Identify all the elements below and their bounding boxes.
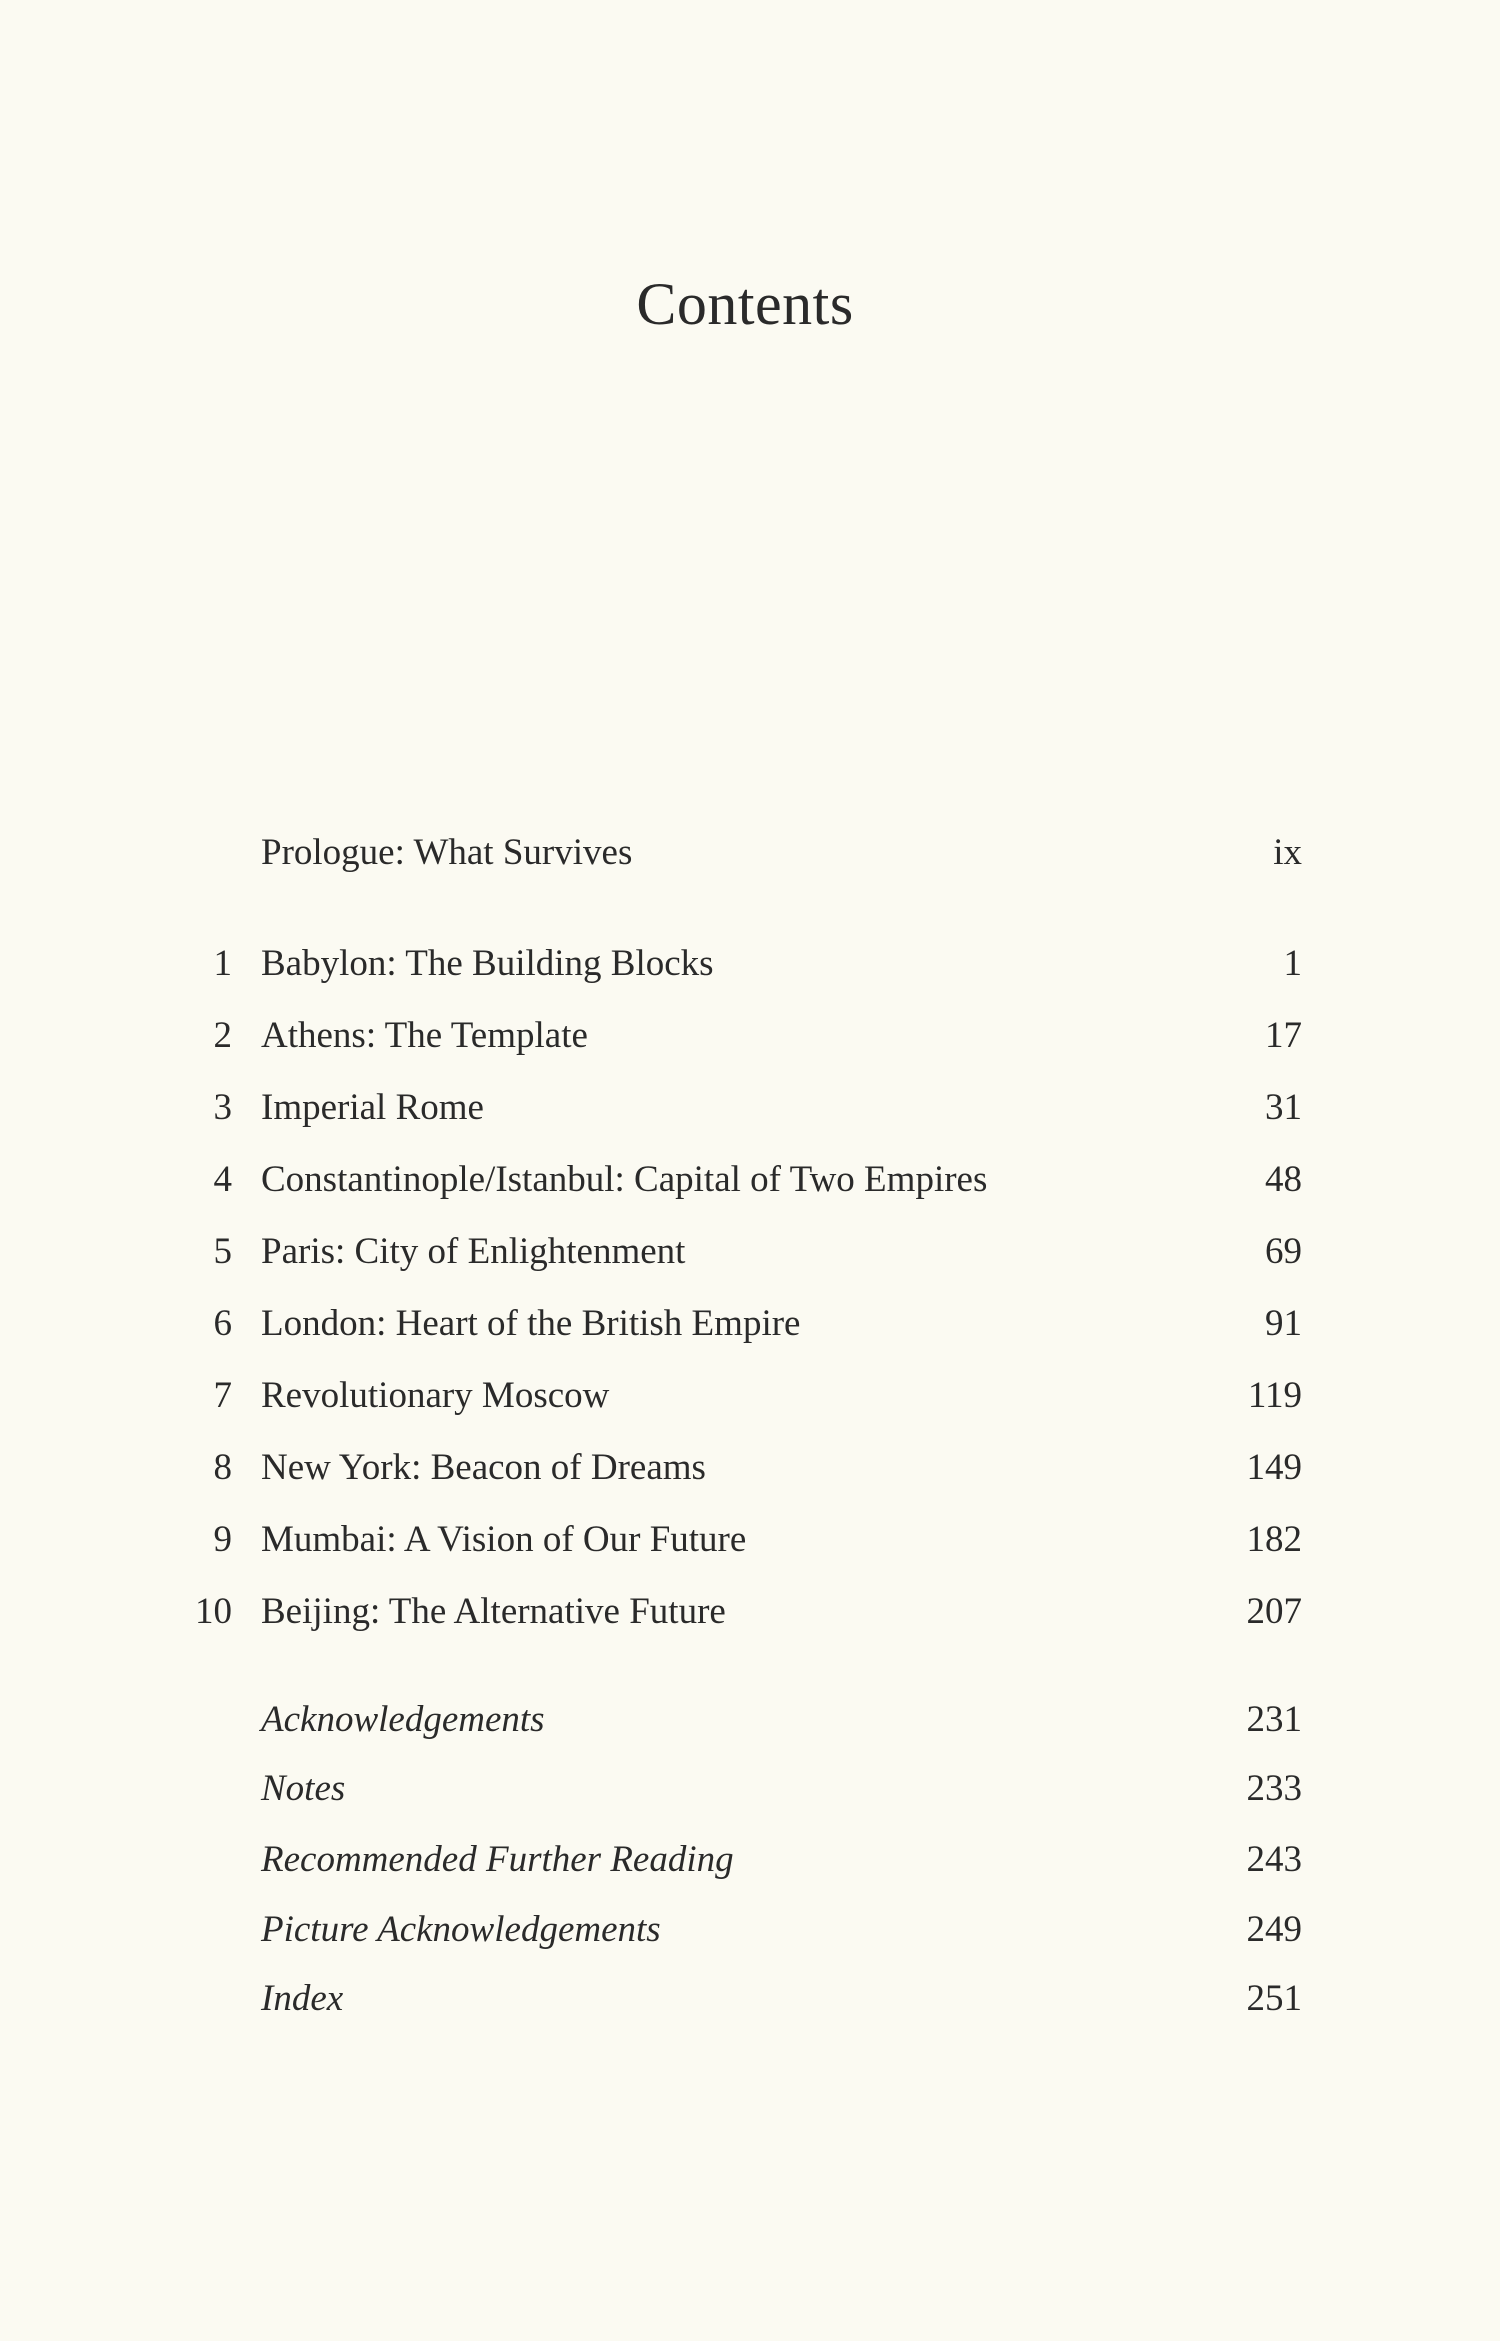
toc-entry-number: 8 (213, 1447, 232, 1488)
toc-entry-title: Mumbai: A Vision of Our Future (261, 1519, 747, 1560)
toc-entry-number: 4 (213, 1159, 232, 1200)
toc-entry-page: 119 (1247, 1375, 1302, 1416)
toc-entry-title: Prologue: What Survives (261, 832, 633, 873)
toc-entry-title: Recommended Further Reading (261, 1839, 734, 1880)
toc-entry-title: Notes (261, 1768, 346, 1809)
toc-entry-page: 149 (1246, 1447, 1302, 1488)
toc-entry-title: Picture Acknowledgements (261, 1909, 661, 1950)
toc-entry-page: 207 (1246, 1591, 1302, 1632)
toc-entry-notes[interactable] (0, 1759, 1500, 1819)
toc-entry-title: Index (261, 1978, 344, 2019)
toc-entry-chapter-7[interactable] (0, 1366, 1500, 1426)
toc-entry-picture-acknowledgements[interactable] (0, 1900, 1500, 1960)
toc-entry-title: Babylon: The Building Blocks (261, 943, 714, 984)
toc-entry-page: 17 (1265, 1015, 1302, 1056)
toc-entry-page: 31 (1265, 1087, 1302, 1128)
toc-entry-chapter-2[interactable] (0, 1006, 1500, 1066)
toc-entry-number: 5 (213, 1231, 232, 1272)
toc-entry-title: Beijing: The Alternative Future (261, 1591, 726, 1632)
toc-entry-chapter-1[interactable] (0, 934, 1500, 994)
toc-entry-prologue[interactable] (0, 823, 1500, 883)
toc-entry-index[interactable] (0, 1969, 1500, 2029)
toc-entry-chapter-8[interactable] (0, 1438, 1500, 1498)
toc-entry-number: 2 (213, 1015, 232, 1056)
toc-entry-page: 182 (1246, 1519, 1302, 1560)
toc-entry-acknowledgements[interactable] (0, 1690, 1500, 1750)
toc-entry-title: Constantinople/Istanbul: Capital of Two Empires (261, 1159, 988, 1200)
toc-entry-page: 243 (1246, 1839, 1302, 1880)
toc-entry-chapter-6[interactable] (0, 1294, 1500, 1354)
toc-entry-page: 249 (1246, 1909, 1302, 1950)
toc-entry-number: 3 (213, 1087, 232, 1128)
toc-entry-chapter-5[interactable] (0, 1222, 1500, 1282)
toc-entry-title: London: Heart of the British Empire (261, 1303, 801, 1344)
toc-entry-number: 7 (213, 1375, 232, 1416)
toc-entry-page: 69 (1265, 1231, 1302, 1272)
toc-entry-page: 231 (1246, 1699, 1302, 1740)
toc-entry-chapter-4[interactable] (0, 1150, 1500, 1210)
toc-entry-title: Paris: City of Enlightenment (261, 1231, 686, 1272)
toc-entry-number: 6 (213, 1303, 232, 1344)
toc-entry-page: 1 (1283, 943, 1302, 984)
toc-entry-title: New York: Beacon of Dreams (261, 1447, 706, 1488)
toc-entry-page: 48 (1265, 1159, 1302, 1200)
toc-entry-chapter-10[interactable] (0, 1582, 1500, 1642)
toc-entry-number: 10 (195, 1591, 232, 1632)
toc-entry-title: Athens: The Template (261, 1015, 588, 1056)
toc-entry-title: Acknowledgements (261, 1699, 545, 1740)
toc-entry-chapter-9[interactable] (0, 1510, 1500, 1570)
toc-entry-number: 9 (213, 1519, 232, 1560)
toc-entry-page: 233 (1246, 1768, 1302, 1809)
toc-entry-number: 1 (213, 943, 232, 984)
toc-entry-page: 251 (1246, 1978, 1302, 2019)
page-title: Contents (636, 271, 854, 337)
toc-entry-chapter-3[interactable] (0, 1078, 1500, 1138)
toc-entry-page: 91 (1265, 1303, 1302, 1344)
toc-entry-further-reading[interactable] (0, 1830, 1500, 1890)
toc-entry-page: ix (1273, 832, 1302, 873)
toc-entry-title: Revolutionary Moscow (261, 1375, 610, 1416)
toc-entry-title: Imperial Rome (261, 1087, 484, 1128)
